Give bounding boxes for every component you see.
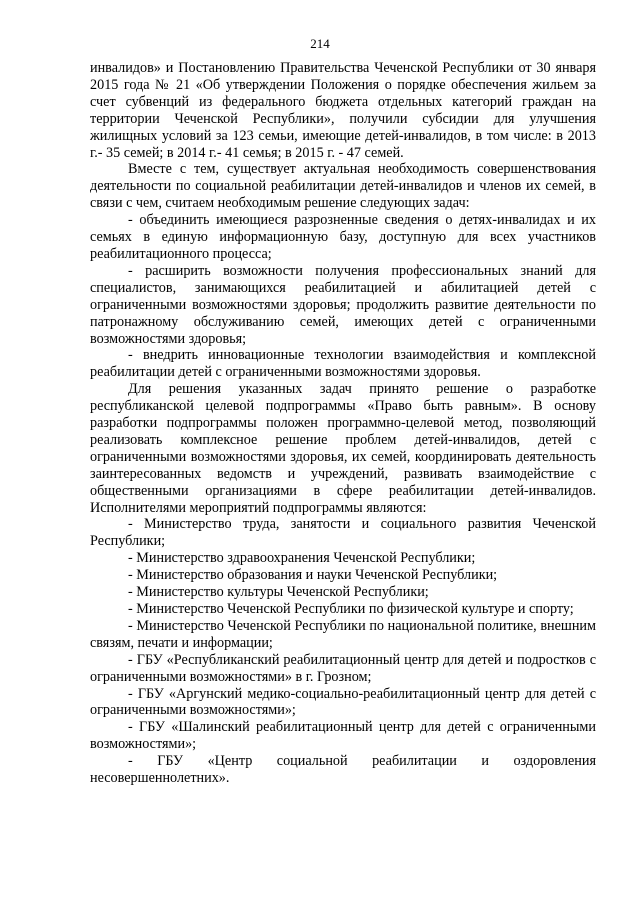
executor-item: - Министерство культуры Чеченской Республики; xyxy=(128,584,429,601)
paragraph-tasks-intro: Вместе с тем, существует актуальная необходимость совершенствования деятельности по социальной реабилитации детей-инвалидов и членов их семей, в связи с чем, считаем необходимым решение следующих задач: xyxy=(90,161,596,212)
executor-item: - Министерство труда, занятости и социального развития Чеченской Республики; xyxy=(90,516,596,550)
executor-item: - Министерство здравоохранения Чеченской Республики; xyxy=(128,550,476,567)
task-item: - внедрить инновационные технологии взаимодействия и комплексной реабилитации детей с ограниченными возможностями здоровья. xyxy=(90,347,596,381)
task-item: - объединить имеющиеся разрозненные сведения о детях-инвалидах и их семьях в единую информационную базу, доступную для всех участников реабилитационного процесса; xyxy=(90,212,596,262)
executor-item: - ГБУ «Шалинский реабилитационный центр для детей с ограниченными возможностями»; xyxy=(90,719,596,753)
executor-item: - ГБУ «Аргунский медико-социально-реабилитационный центр для детей с ограниченными возможностями»; xyxy=(90,685,596,719)
task-item: - расширить возможности получения профессиональных знаний для специалистов, занимающихся реабилитацией и абилитацией детей с ограниченными возможностями здоровья; продолжить развитие деятельности по патронажному обслуживанию семей, имеющих детей с ограниченными возможностями здоровья; xyxy=(90,262,596,347)
executor-item: - Министерство Чеченской Республики по национальной политике, внешним связям, печати и информации; xyxy=(90,617,596,651)
paragraph-intro: инвалидов» и Постановлению Правительства Чеченской Республики от 30 января 2015 года № 21 «Об утверждении Положения о порядке обеспечения жильем за счет субвенций из федерального бюджета отдельных категорий граждан на территории Чеченской Республики», получили субсидии для улучшения жилищных условий за 123 семьи, имеющие детей-инвалидов, в том числе: в 2013 г.- 35 семей; в 2014 г.- 41 семья; в 2015 г. - 47 семей. xyxy=(90,60,596,161)
executor-item: - Министерство образования и науки Чеченской Республики; xyxy=(128,567,498,584)
executor-item: - Министерство Чеченской Республики по физической культуре и спорту; xyxy=(128,601,574,617)
page-number: 214 xyxy=(310,36,330,51)
paragraph-subprogram: Для решения указанных задач принято решение о разработке республиканской целевой подпрограммы «Право быть равным». В основу разработки подпрограммы положен программно-целевой метод, позволяющий реализовать комплексное решение проблем детей-инвалидов, детей с ограниченными возможностями здоровья, их семей, координировать деятельность заинтересованных ведомств и учреждений, развивать взаимодействие с общественными организациями в сфере реабилитации детей-инвалидов. Исполнителями мероприятий подпрограммы являются: xyxy=(90,381,596,516)
executor-item: - ГБУ «Республиканский реабилитационный центр для детей и подростков с ограниченными возможностями» в г. Грозном; xyxy=(90,651,596,685)
document-body xyxy=(90,60,596,787)
executor-item: - ГБУ «Центр социальной реабилитации и оздоровления несовершеннолетних». xyxy=(90,753,596,787)
